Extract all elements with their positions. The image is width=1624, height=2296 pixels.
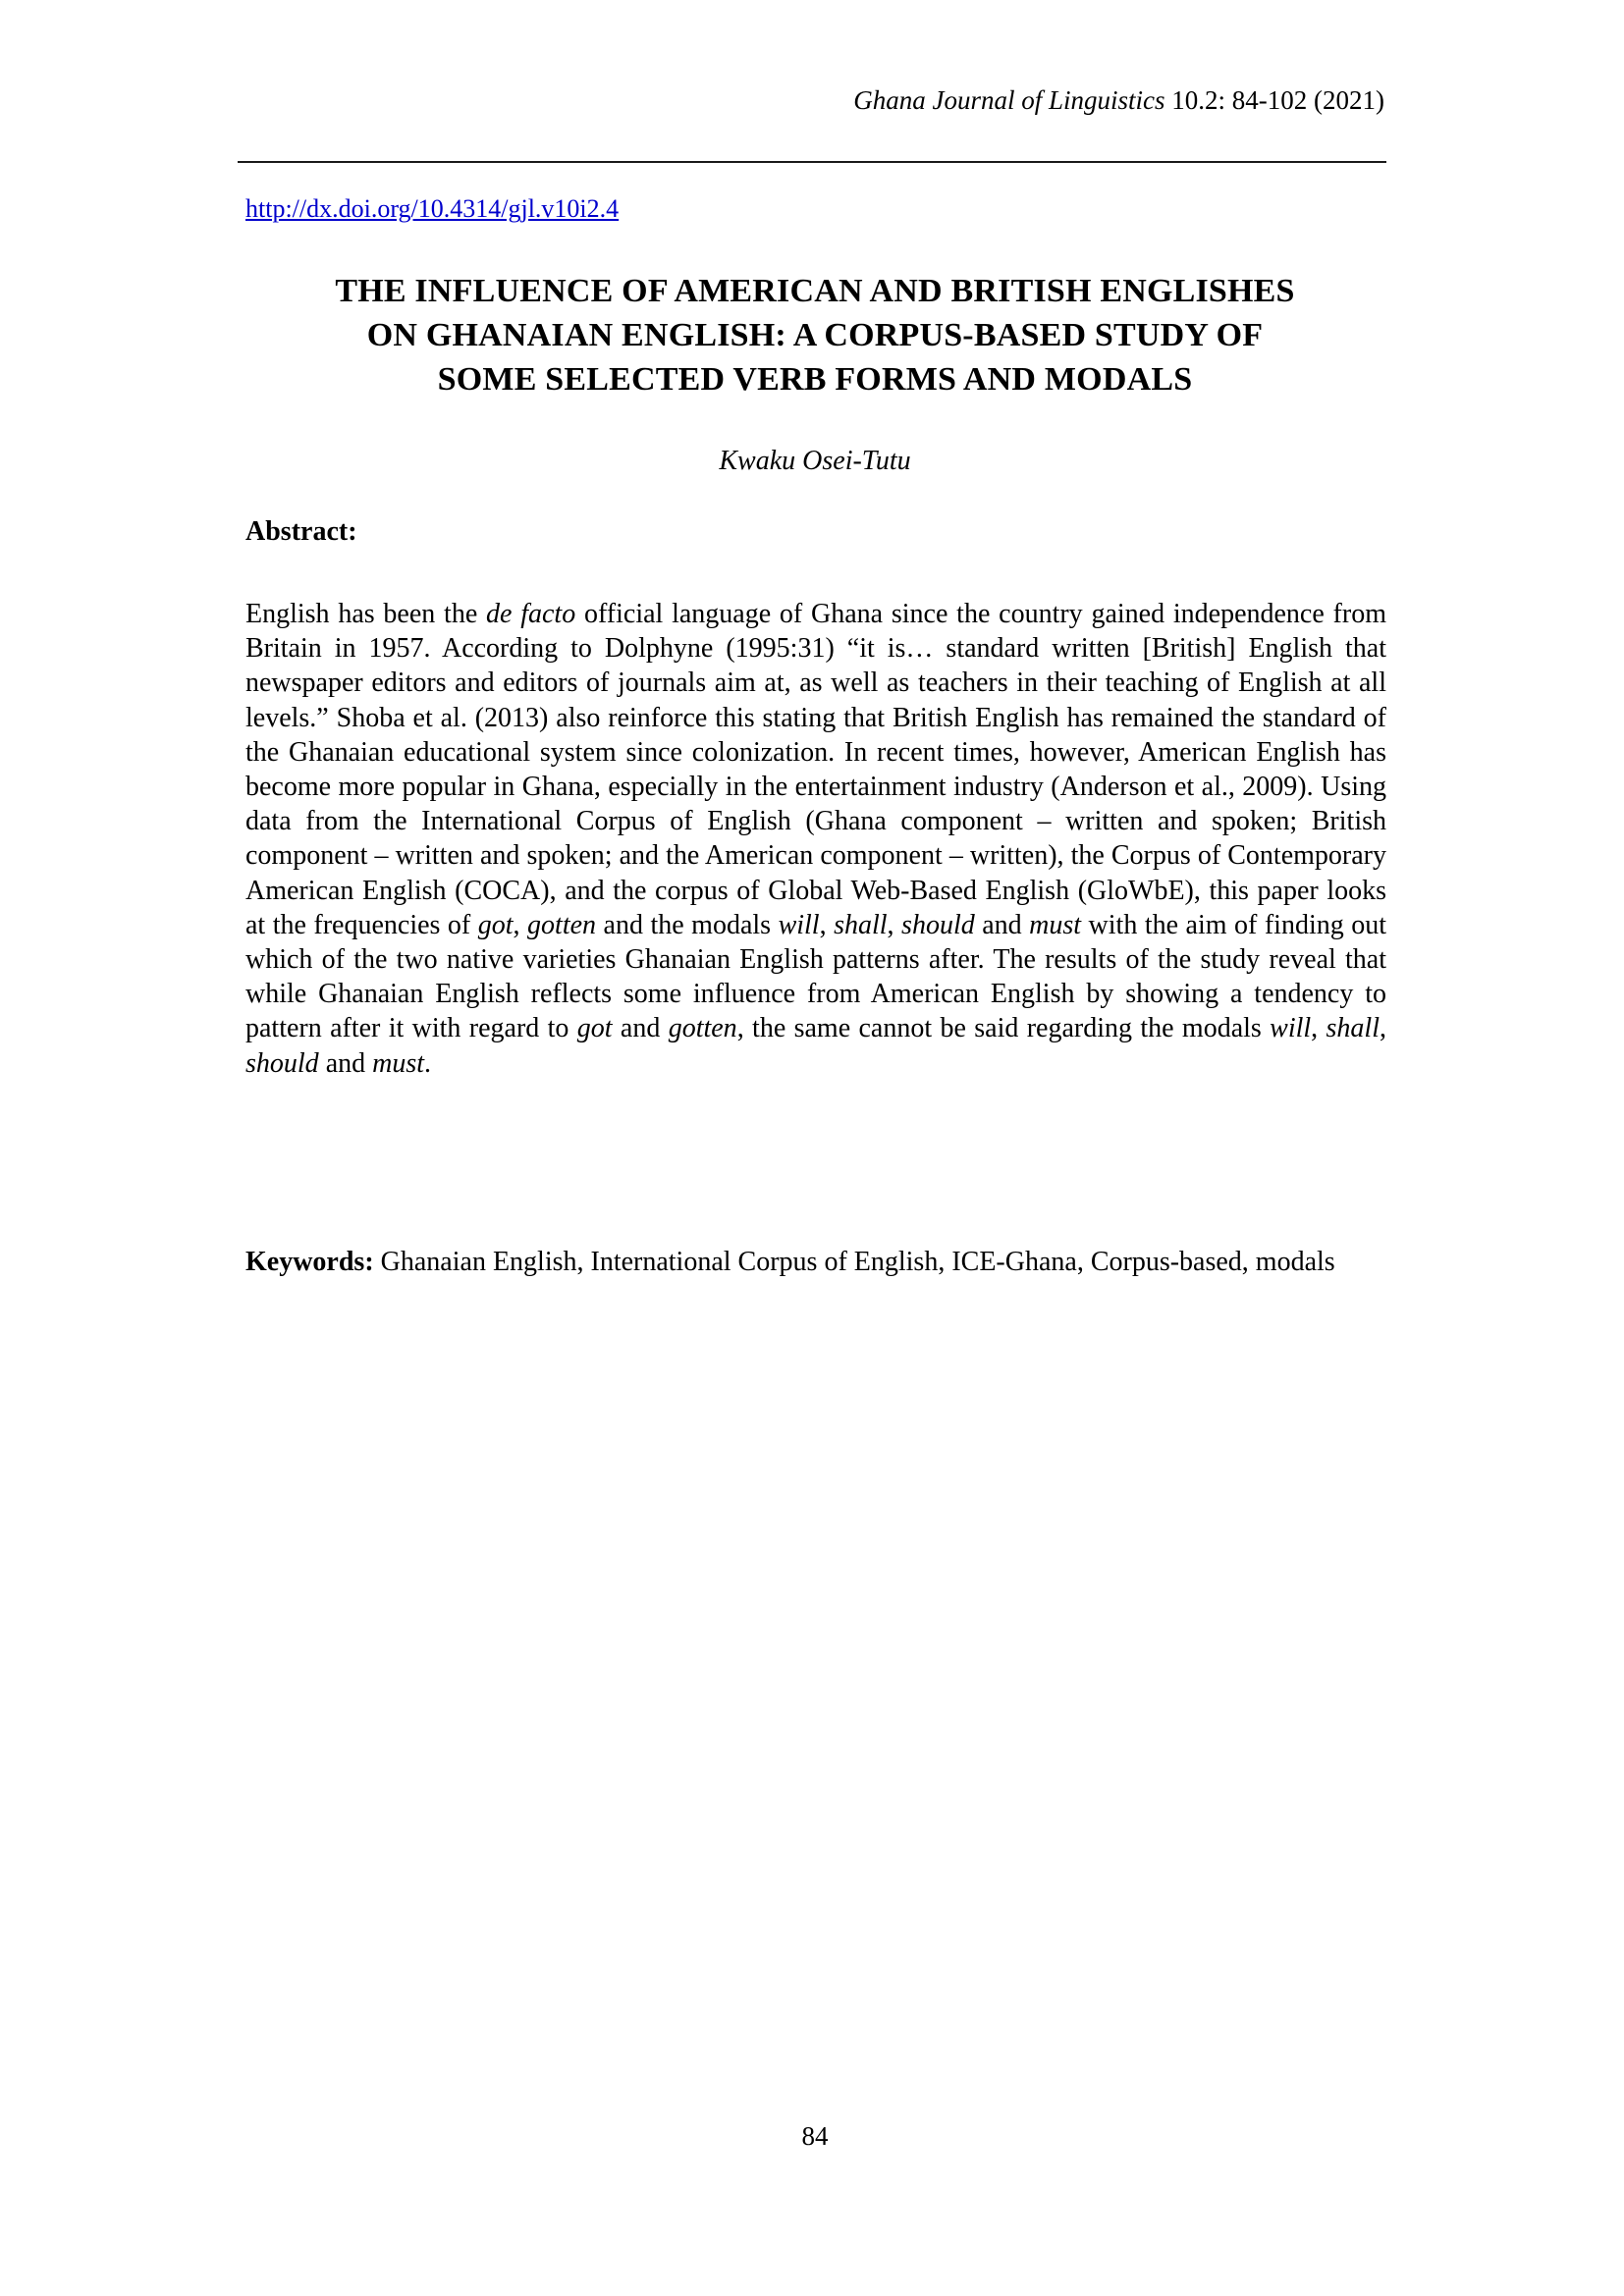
keywords-label: Keywords: (245, 1247, 374, 1277)
title-line-3: SOME SELECTED VERB FORMS AND MODALS (437, 360, 1193, 398)
running-head (245, 84, 1384, 118)
doi-link[interactable]: http://dx.doi.org/10.4314/gjl.v10i2.4 (245, 194, 620, 223)
issue-info: 10.2: 84-102 (2021) (1164, 85, 1384, 115)
keywords-values: Ghanaian English, International Corpus of English, ICE-Ghana, Corpus-based, modals (373, 1247, 1335, 1277)
title-line-2: ON GHANAIAN ENGLISH: A CORPUS-BASED STUDY OF (366, 316, 1264, 353)
abstract-heading: Abstract: (245, 516, 357, 547)
author-name: Kwaku Osei-Tutu (719, 446, 911, 476)
journal-name: Ghana Journal of Linguistics (853, 85, 1165, 115)
title-line-1: THE INFLUENCE OF AMERICAN AND BRITISH ENGLISHES (335, 273, 1295, 309)
keywords-line (245, 1245, 1386, 1279)
page-title (245, 270, 1384, 402)
doi-line (245, 192, 1384, 226)
abstract-body: English has been the de facto official language of Ghana since the country gained independence from Britain in 1957. According to Dolphyne (1995:31) “it is… standard written [British] English that newspaper editors and editors of journals aim at, as well as teachers in their teaching of English at all levels.” Shoba et al. (2013) also reinforce this stating that British English has remained the standard of the Ghanaian educational system since colonization. In recent times, however, American English has become more popular in Ghana, especially in the entertainment industry (Anderson et al., 2009). Using data from the International Corpus of English (Ghana component – written and spoken; British component – written and spoken; and the American component – written), the Corpus of Contemporary American English (COCA), and the corpus of Global Web-Based English (GloWbE), this paper looks at the frequencies of got, gotten and the modals will, shall, should and must with the aim of finding out which of the two native varieties Ghanaian English patterns after. The results of the study reveal that while Ghanaian English reflects some influence from American English by showing a tendency to pattern after it with regard to got and gotten, the same cannot be said regarding the modals will, shall, should and must. (245, 599, 1386, 1079)
page-number: 84 (801, 2121, 829, 2151)
header-divider-rule (238, 161, 1386, 163)
